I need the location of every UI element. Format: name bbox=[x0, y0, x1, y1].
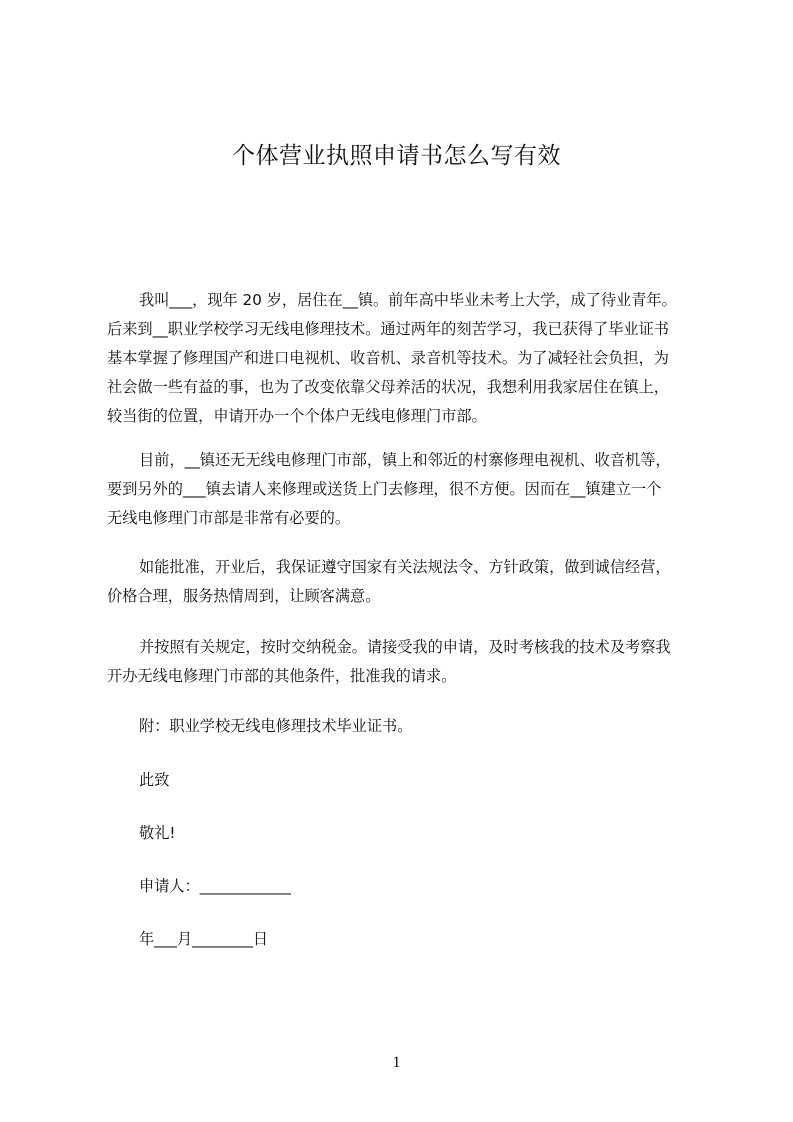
text-line: 附：职业学校无线电修理技术毕业证书。 bbox=[139, 717, 413, 735]
text-line: 无线电修理门市部是非常有必要的。 bbox=[107, 509, 350, 527]
page-number: 1 bbox=[392, 1054, 401, 1071]
text-line: 较当街的位置，申请开办一个个体户无线电修理门市部。 bbox=[107, 407, 487, 425]
text-line: 我叫___，现年 20 岁，居住在__镇。前年高中毕业未考上大学，成了待业青年。 bbox=[139, 291, 677, 309]
document-title: 个体营业执照申请书怎么写有效 bbox=[232, 143, 561, 169]
text-line: 价格合理，服务热情周到，让顾客满意。 bbox=[107, 587, 381, 605]
paragraph-current-situation bbox=[107, 446, 702, 533]
text-line: 基本掌握了修理国产和进口电视机、收音机、录音机等技术。为了减轻社会负担，为 bbox=[107, 349, 669, 367]
paragraph-intro bbox=[107, 286, 702, 431]
closing-cizhi bbox=[107, 766, 702, 795]
applicant-line bbox=[107, 872, 702, 901]
text-line: 敬礼! bbox=[139, 824, 176, 842]
text-line: 社会做一些有益的事，也为了改变依靠父母养活的状况，我想利用我家居住在镇上， bbox=[107, 378, 669, 396]
text-line: 此致 bbox=[139, 771, 170, 789]
text-line: 年___月________日 bbox=[139, 930, 269, 948]
closing-jingli bbox=[107, 819, 702, 848]
text-line: 目前，__镇还无无线电修理门市部，镇上和邻近的村寨修理电视机、收音机等， bbox=[139, 451, 671, 469]
paragraph-guarantee bbox=[107, 553, 702, 611]
text-line: 如能批准，开业后，我保证遵守国家有关法规法令、方针政策，做到诚信经营， bbox=[139, 558, 671, 576]
attachment-note bbox=[107, 712, 702, 741]
date-line bbox=[107, 925, 702, 954]
text-line: 并按照有关规定，按时交纳税金。请接受我的申请，及时考核我的技术及考察我 bbox=[139, 638, 671, 656]
text-line: 后来到__职业学校学习无线电修理技术。通过两年的刻苦学习，我已获得了毕业证书 bbox=[107, 320, 669, 338]
text-line: 开办无线电修理门市部的其他条件，批准我的请求。 bbox=[107, 667, 457, 685]
text-line: 要到另外的___镇去请人来修理或送货上门去修理，很不方便。因而在__镇建立一个 bbox=[107, 480, 662, 498]
text-line: 申请人：____________ bbox=[139, 877, 291, 895]
paragraph-tax-request bbox=[107, 633, 702, 691]
